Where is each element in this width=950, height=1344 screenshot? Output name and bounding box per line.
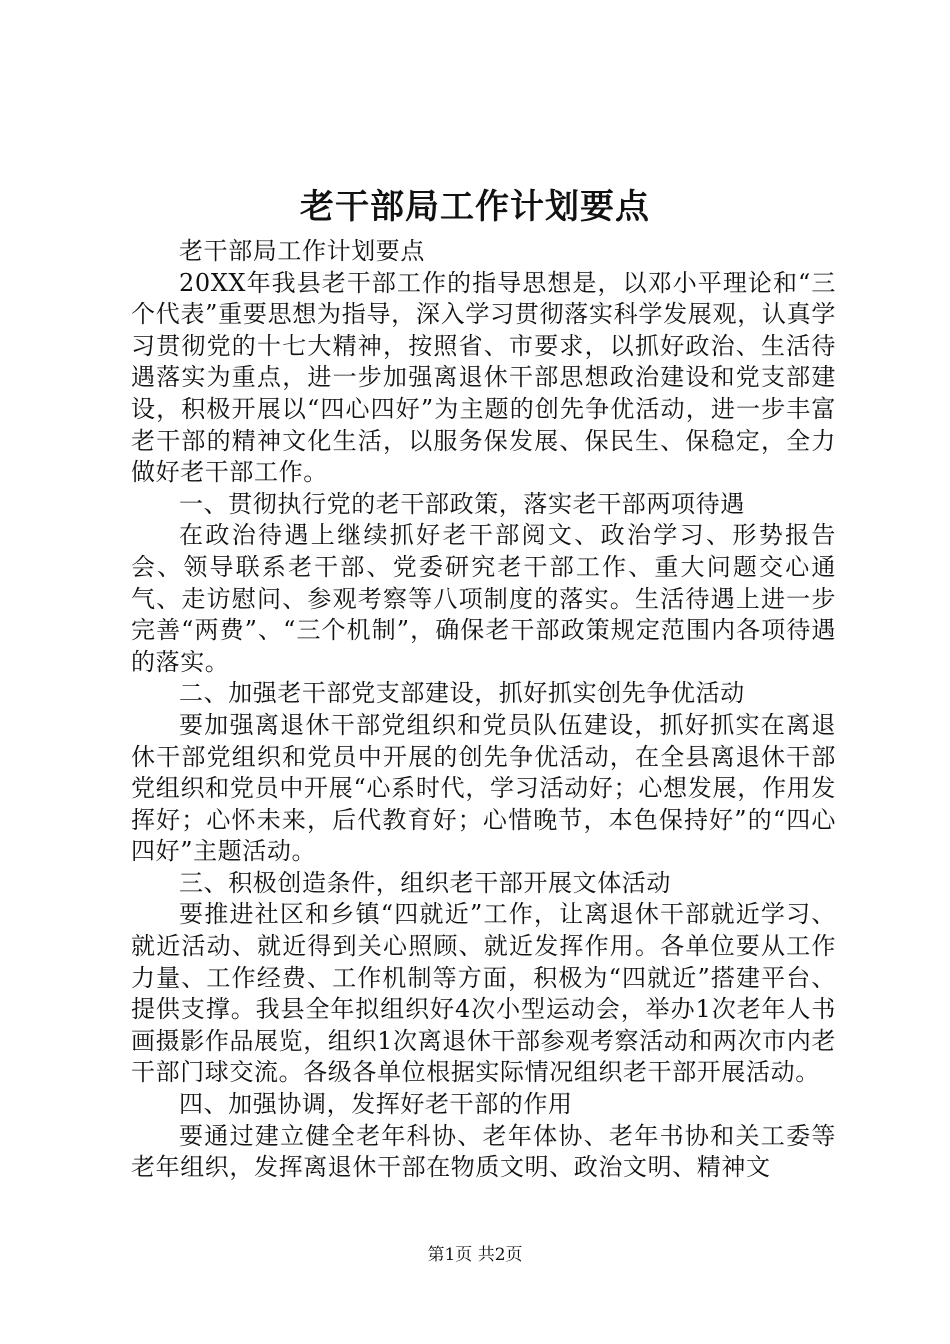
paragraph-section-1: 在政治待遇上继续抓好老干部阅文、政治学习、形势报告会、领导联系老干部、党委研究老干部工作、重大问题交心通气、走访慰问、参观考察等八项制度的落实。生活待遇上进一步完善“两费”、“三个机制”，确保老干部政策规定范围内各项待遇的落实。 bbox=[131, 521, 836, 676]
section-heading-1: 一、贯彻执行党的老干部政策，落实老干部两项待遇 bbox=[179, 489, 745, 518]
section-heading-3: 三、积极创造条件，组织老干部开展文体活动 bbox=[179, 868, 671, 897]
page-number: 第1页 共2页 bbox=[427, 1245, 523, 1265]
paragraph-guiding-principle: 20XX年我县老干部工作的指导思想是，以邓小平理论和“三个代表”重要思想为指导，深入学习贯彻落实科学发展观，认真学习贯彻党的十七大精神，按照省、市要求，以抓好政治、生活待遇落实为重点，进一步加强离退休干部思想政治建设和党支部建设，积极开展以“四心四好”为主题的创先争优活动，进一步丰富老干部的精神文化生活，以服务保发展、保民生、保稳定，全力做好老干部工作。 bbox=[131, 268, 836, 487]
paragraph-heading: 老干部局工作计划要点 bbox=[179, 237, 425, 265]
document-title: 老干部局工作计划要点 bbox=[300, 187, 650, 227]
paragraph-section-3: 要推进社区和乡镇“四就近”工作，让离退休干部就近学习、就近活动、就近得到关心照顾、就近发挥作用。各单位要从工作力量、工作经费、工作机制等方面，积极为“四就近”搭建平台、提供支撑。我县全年拟组织好4次小型运动会，举办1次老年人书画摄影作品展览，组织1次离退休干部参观考察活动和两次市内老干部门球交流。各级各单位根据实际情况组织老干部开展活动。 bbox=[131, 900, 836, 1087]
document-body bbox=[131, 236, 836, 1184]
paragraph-section-2: 要加强离退休干部党组织和党员队伍建设，抓好抓实在离退休干部党组织和党员中开展的创先争优活动，在全县离退休干部党组织和党员中开展“心系时代，学习活动好；心想发展，作用发挥好；心怀未来，后代教育好；心惜晚节，本色保持好”的“四心四好”主题活动。 bbox=[131, 710, 836, 866]
section-heading-2: 二、加强老干部党支部建设，抓好抓实创先争优活动 bbox=[179, 679, 745, 708]
paragraph-section-4: 要通过建立健全老年科协、老年体协、老年书协和关工委等老年组织，发挥离退休干部在物质文明、政治文明、精神文 bbox=[131, 1121, 836, 1182]
section-heading-4: 四、加强协调，发挥好老干部的作用 bbox=[179, 1090, 573, 1119]
